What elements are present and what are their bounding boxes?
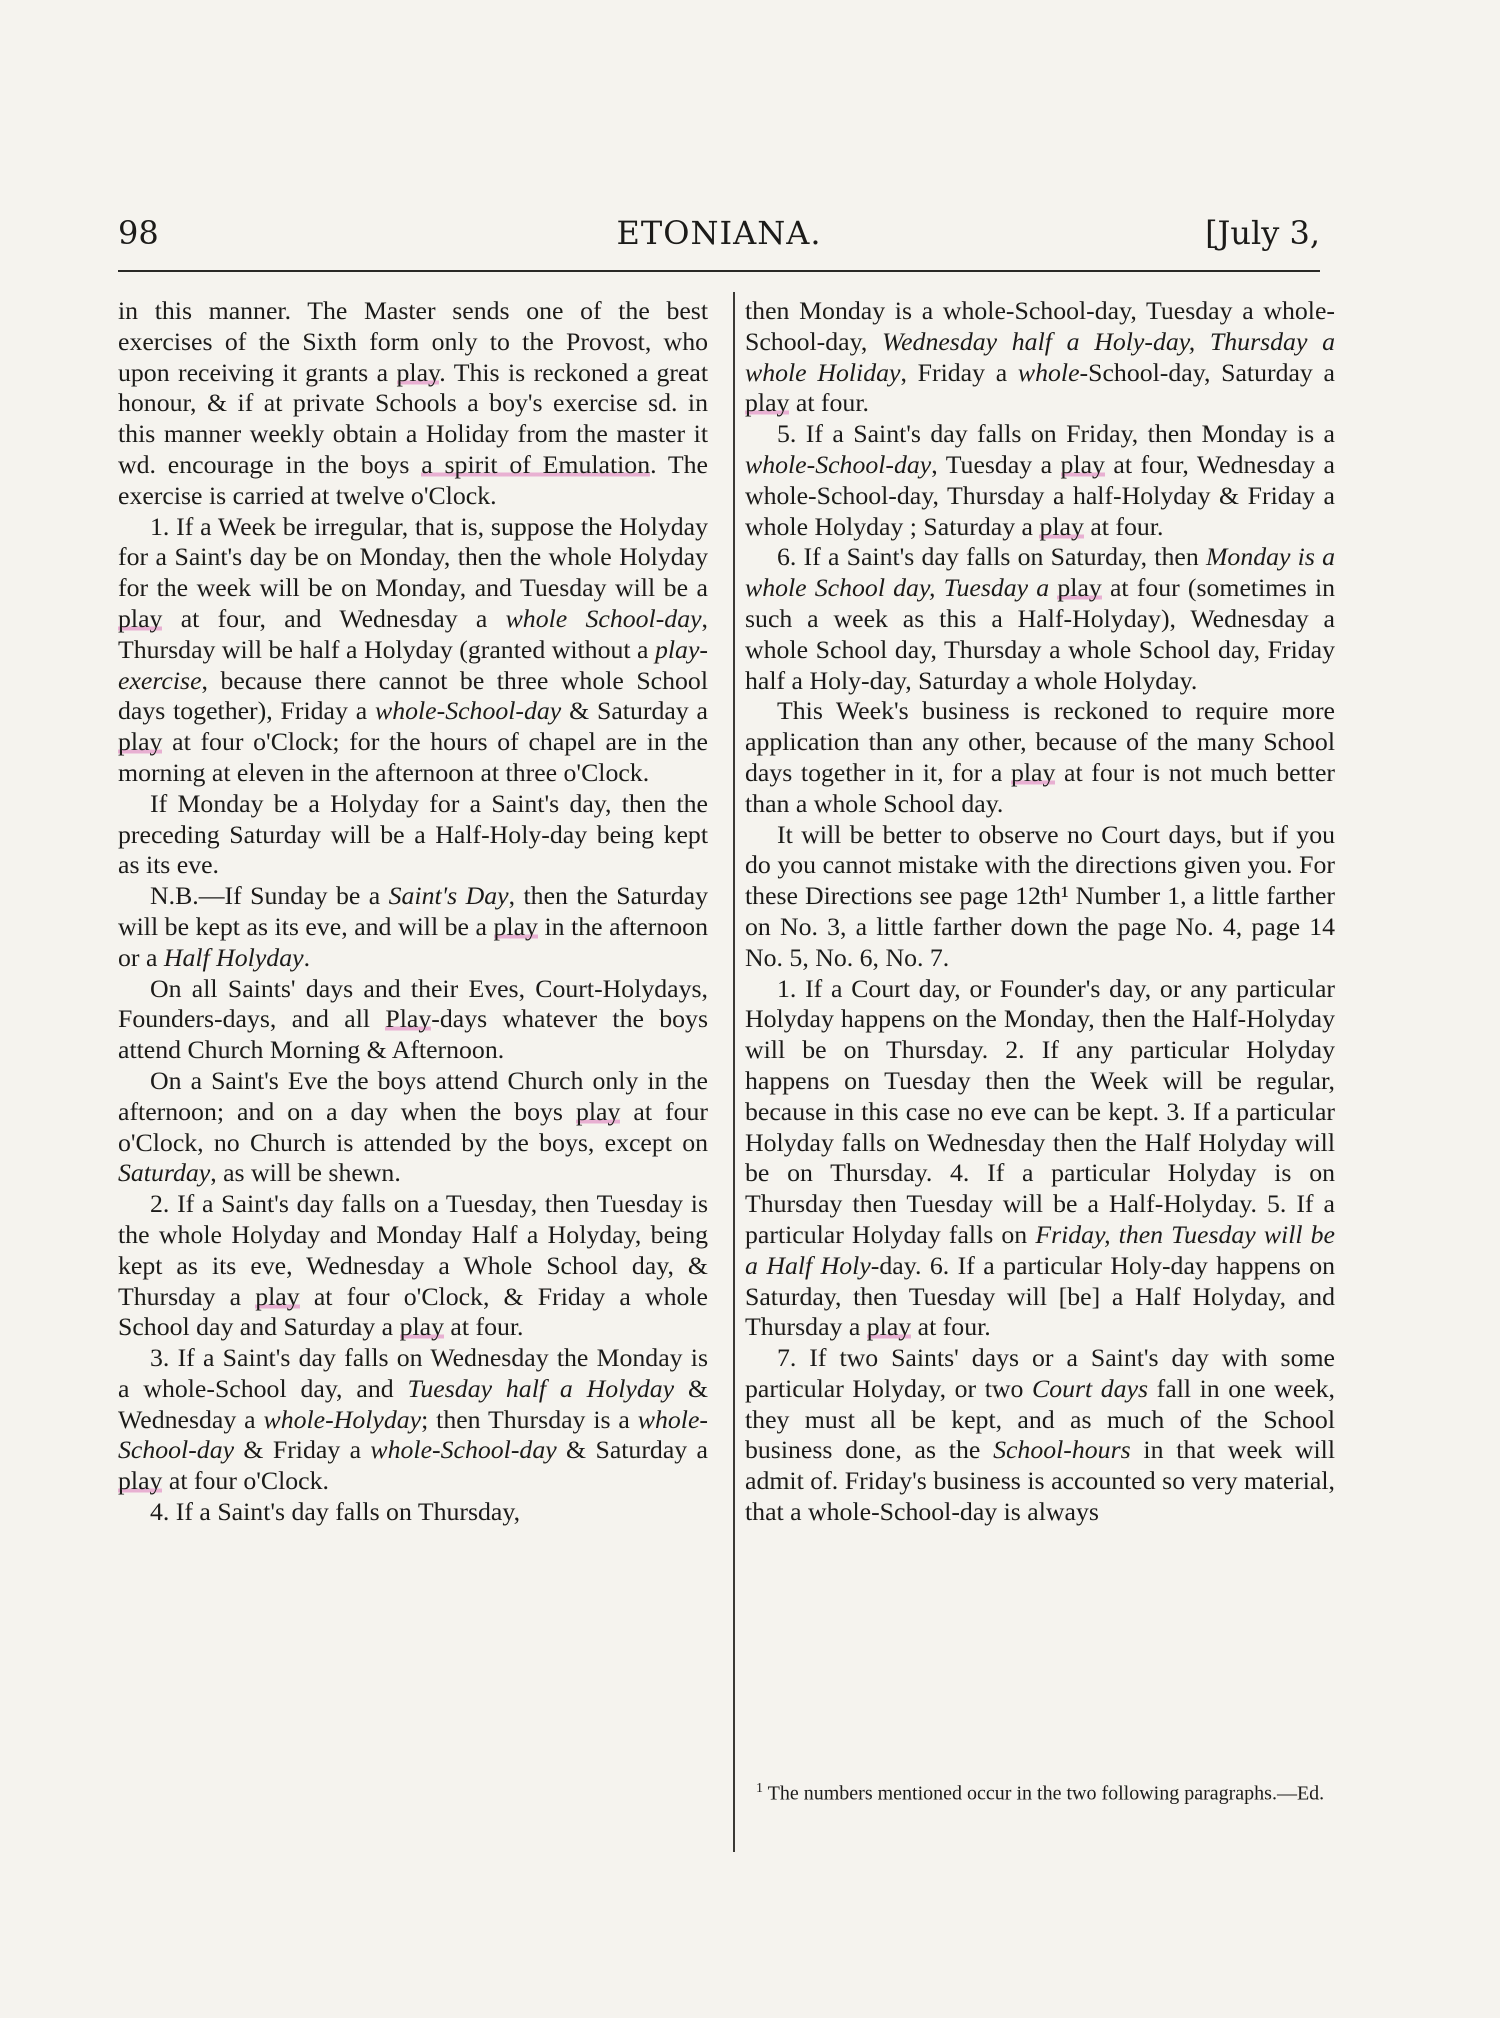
- italic-text: whole-Holyday: [263, 1404, 422, 1434]
- text-run: -days whatever the boys attend Church Morning & Afternoon.: [118, 1004, 708, 1065]
- italic-text: whole: [1017, 357, 1080, 387]
- paragraph: [745, 820, 1335, 974]
- text-run: 5. If a Saint's day falls on Friday, then Monday is a: [777, 419, 1335, 449]
- paragraph: [745, 419, 1335, 542]
- highlighted-text: play: [399, 1312, 444, 1342]
- footnote-marker: 1: [756, 1781, 763, 1796]
- right-column: [745, 296, 1335, 1528]
- paragraph: [745, 296, 1335, 419]
- text-run: 4. If a Saint's day falls on Thursday,: [150, 1497, 521, 1527]
- text-run: in this manner. The Master sends one of the best exercises of the Sixth form only to the Provost, who upon receiving it grants a: [118, 296, 708, 387]
- text-run: , Thursday will be half a Holyday (granted without a: [118, 603, 708, 664]
- text-run: & Saturday a: [561, 696, 708, 726]
- highlighted-text: play: [396, 357, 440, 387]
- text-run: fall in one week, they must all be kept, and as much of the School business done, as the: [745, 1373, 1335, 1465]
- highlighted-text: play: [866, 1312, 912, 1342]
- text-run: 6. If a Saint's day falls on Saturday, then: [777, 542, 1206, 572]
- text-run: & Wednesday a: [118, 1373, 709, 1434]
- text-run: at four o'Clock, no Church is attended by the boys, except on: [118, 1096, 708, 1157]
- text-run: 1. If a Week be irregular, that is, suppose the Holyday for a Saint's day be on Monday, then the whole Holyday for the week will be on Monday, and Tuesday will be a: [118, 511, 708, 603]
- highlighted-text: play: [1039, 511, 1084, 541]
- paragraph: [118, 881, 708, 973]
- italic-text: Half Holyday: [163, 942, 304, 972]
- italic-text: whole-School-day: [375, 696, 562, 726]
- paragraph: [745, 542, 1335, 696]
- italic-text: Tuesday half a Holyday: [407, 1373, 675, 1403]
- highlighted-text: play: [1010, 757, 1056, 787]
- paragraph: [118, 1066, 708, 1189]
- highlighted-text: play: [1057, 573, 1102, 603]
- text-run: -day. 6. If a particular Holy-day happens on Saturday, then Tuesday will [be] a Half Holyday, and Thursday a: [745, 1250, 1335, 1342]
- paragraph: [745, 974, 1335, 1344]
- running-title: ETONIANA.: [616, 214, 822, 252]
- highlighted-text: play: [745, 388, 790, 418]
- text-run: & Saturday a: [556, 1435, 708, 1465]
- paragraph: [118, 1343, 708, 1497]
- text-run: at four is not much better than a whole School day.: [745, 757, 1335, 818]
- text-run: . The exercise is carried at twelve o'Clock.: [118, 449, 708, 510]
- italic-text: Court days: [1031, 1373, 1149, 1403]
- italic-text: whole-School-day: [745, 449, 932, 479]
- italic-text: Saint's Day: [388, 881, 509, 911]
- highlighted-text: a spirit of Emulation: [421, 449, 651, 479]
- text-run: at four.: [1083, 511, 1164, 541]
- highlighted-text: Play: [385, 1004, 432, 1034]
- text-run: at four o'Clock, & Friday a whole School day and Saturday a: [118, 1281, 708, 1342]
- text-run: 1. If a Court day, or Founder's day, or any particular Holyday happens on the Monday, then the Half-Holyday will be on Thursday. 2. If any particular Holyday happens on Tuesday then the Week will be regular, because in this case no eve can be kept. 3. If a particular Holyday falls on Wednesday then the Half Holyday will be on Thursday. 4. If a particular Holyday is on Thursday then Tuesday will be a Half-Holyday. 5. If a particular Holyday falls on: [745, 973, 1335, 1249]
- text-run: in the afternoon or a: [118, 911, 708, 972]
- text-run: 3. If a Saint's day falls on Wednesday the Monday is a whole-School day, and: [118, 1343, 708, 1403]
- column-divider: [733, 292, 735, 1852]
- highlighted-text: play: [118, 1466, 163, 1496]
- text-run: .: [303, 942, 311, 972]
- paragraph: [118, 974, 708, 1066]
- text-run: This Week's business is reckoned to require more application than any other, because of the many School days together in it, for a: [745, 696, 1335, 787]
- text-run: & Friday a: [234, 1435, 371, 1465]
- text-run: , Friday a: [900, 357, 1018, 387]
- text-run: at four, and Wednesday a: [162, 603, 506, 633]
- text-run: then Monday is a whole-School-day, Tuesday a whole-School-day,: [745, 296, 1335, 356]
- highlighted-text: play: [575, 1096, 621, 1126]
- paragraph: [118, 296, 708, 512]
- text-run: at four.: [443, 1312, 524, 1342]
- text-run: . This is reckoned a great honour, & if at private Schools a boy's exercise sd. in this manner weekly obtain a Holiday from the master it wd. encourage in the boys: [118, 357, 709, 479]
- text-run: 7. If two Saints' days or a Saint's day with some particular Holyday, or two: [745, 1343, 1335, 1403]
- text-run: at four o'Clock.: [162, 1466, 329, 1496]
- italic-text: Friday, then Tuesday will be a Half Holy: [745, 1219, 1335, 1280]
- text-run: , Tuesday a: [931, 449, 1061, 479]
- highlighted-text: play: [1060, 449, 1105, 479]
- header-rule: [118, 270, 1320, 272]
- highlighted-text: play: [255, 1281, 300, 1311]
- italic-text: Wednesday half a Holy-day, Thursday a whole Holiday: [745, 326, 1335, 387]
- text-run: at four o'Clock; for the hours of chapel are in the morning at eleven in the afternoon at three o'Clock.: [118, 727, 708, 787]
- page-number: 98: [118, 214, 159, 252]
- text-run: N.B.—If Sunday be a: [150, 881, 389, 911]
- running-header: [118, 214, 1320, 270]
- highlighted-text: play: [118, 727, 163, 757]
- text-run: If Monday be a Holyday for a Saint's day, then the preceding Saturday will be a Half-Holy-day being kept as its eve.: [118, 788, 708, 880]
- text-run: at four.: [789, 388, 869, 418]
- text-run: On all Saints' days and their Eves, Court-Holydays, Founders-days, and all: [118, 973, 708, 1034]
- text-run: 2. If a Saint's day falls on a Tuesday, then Tuesday is the whole Holyday and Monday Half a Holyday, being kept as its eve, Wednesday a Whole School day, & Thursday a: [118, 1189, 708, 1311]
- paragraph: [118, 1497, 708, 1528]
- paragraph: [745, 1343, 1335, 1528]
- left-column: [118, 296, 708, 1528]
- text-run: , as will be shewn.: [210, 1158, 401, 1188]
- highlighted-text: play: [493, 911, 538, 941]
- text-run: On a Saint's Eve the boys attend Church only in the afternoon; and on a day when the boys: [118, 1065, 708, 1126]
- footnote-text: The numbers mentioned occur in the two following paragraphs.—Ed.: [767, 1782, 1325, 1805]
- text-run: -School-day, Saturday a: [1079, 357, 1335, 387]
- italic-text: Monday is a whole School day, Tuesday a: [745, 542, 1335, 603]
- text-run: , then the Saturday will be kept as its eve, and will be a: [118, 881, 708, 941]
- italic-text: whole-School-day: [118, 1404, 708, 1465]
- paragraph: [745, 696, 1335, 819]
- text-run: at four, Wednesday a whole-School-day, Thursday a half-Holyday & Friday a whole Holyday ; Saturday a: [745, 449, 1336, 541]
- running-date: [July 3,: [1205, 214, 1320, 252]
- paragraph: [118, 1189, 708, 1343]
- text-run: It will be better to observe no Court days, but if you do you cannot mistake with the directions given you. For these Directions see page 12th¹ Number 1, a little farther on No. 3, a little farther down the page No. 4, page 14 No. 5, No. 6, No. 7.: [745, 819, 1335, 972]
- italic-text: Saturday: [118, 1158, 211, 1188]
- text-run: , because there cannot be three whole School days together), Friday a: [118, 665, 708, 726]
- paragraph: [118, 789, 708, 881]
- text-run: in that week will admit of. Friday's business is accounted so very material, that a whole-School-day is always: [745, 1435, 1336, 1527]
- text-run: ; then Thursday is a: [421, 1404, 638, 1434]
- italic-text: School-hours: [993, 1435, 1131, 1465]
- footnote: [756, 1776, 1334, 1807]
- paragraph: [118, 512, 708, 789]
- text-run: at four.: [911, 1312, 991, 1342]
- highlighted-text: play: [118, 603, 163, 633]
- text-run: at four (sometimes in such a week as this a Half-Holyday), Wednesday a whole School day, Thursday a whole School day, Friday half a Holy-day, Saturday a whole Holyday.: [745, 573, 1336, 695]
- italic-text: play-exercise: [118, 634, 708, 695]
- italic-text: whole-School-day: [370, 1435, 557, 1465]
- italic-text: whole School-day: [505, 603, 702, 633]
